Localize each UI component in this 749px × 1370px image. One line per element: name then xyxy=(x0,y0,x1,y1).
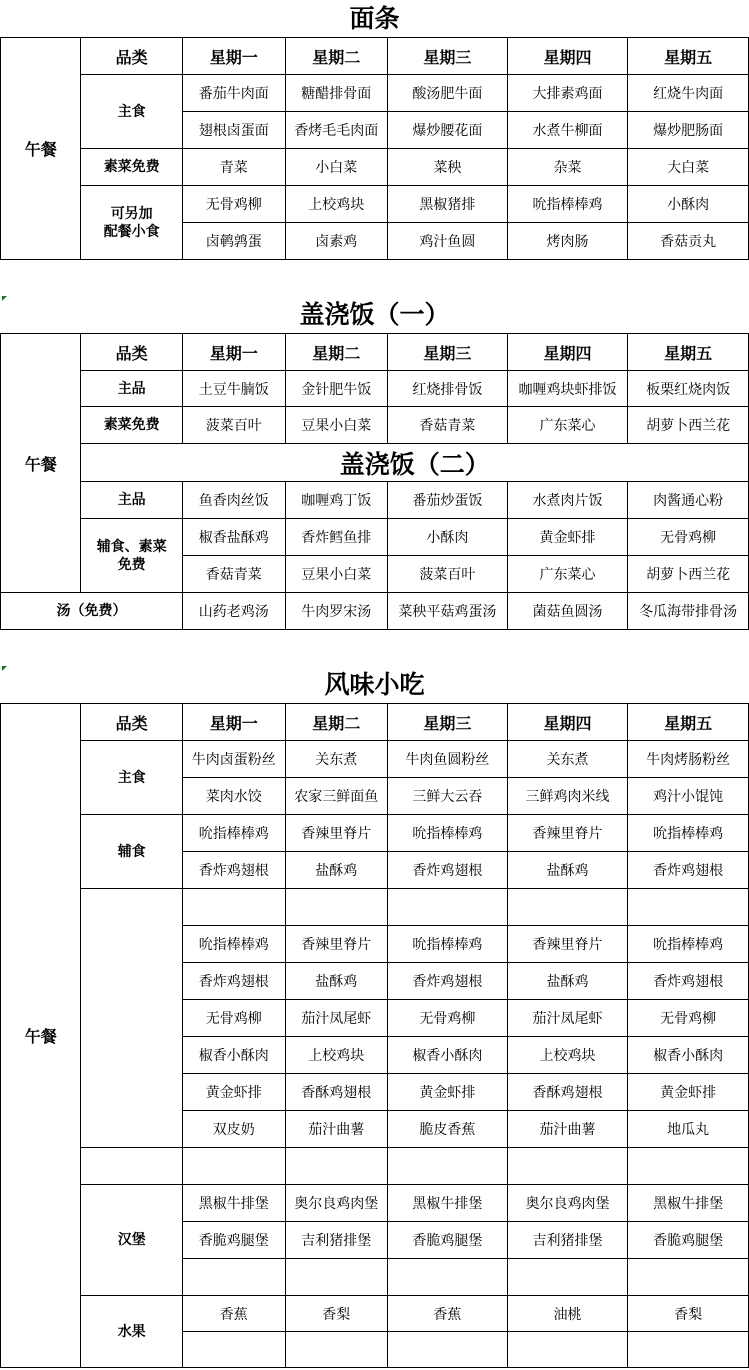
menu-item: 鱼香肉丝饭 xyxy=(182,482,285,519)
weekday-header: 星期一 xyxy=(182,704,285,741)
weekday-header: 星期五 xyxy=(628,38,749,75)
menu-item: 茄汁曲薯 xyxy=(285,1111,388,1148)
menu-item: 菜肉水饺 xyxy=(182,778,285,815)
category-label: 主食 xyxy=(81,75,183,149)
menu-item: 香蕉 xyxy=(388,1296,508,1332)
menu-item: 烤肉肠 xyxy=(507,223,628,260)
menu-item: 香辣里脊片 xyxy=(507,815,628,852)
menu-item: 豆果小白菜 xyxy=(285,407,388,444)
menu-item xyxy=(628,1148,749,1185)
menu-item: 吉利猪排堡 xyxy=(285,1222,388,1259)
meal-label: 午餐 xyxy=(1,704,81,1368)
category-label-empty xyxy=(81,889,183,1148)
menu-item xyxy=(507,1332,628,1368)
menu-item xyxy=(285,889,388,926)
menu-item: 黄金虾排 xyxy=(182,1074,285,1111)
menu-item: 吮指棒棒鸡 xyxy=(182,926,285,963)
menu-item: 吮指棒棒鸡 xyxy=(388,815,508,852)
menu-item: 黑椒牛排堡 xyxy=(388,1185,508,1222)
category-label: 可另加 配餐小食 xyxy=(81,186,183,260)
menu-item: 翅根卤蛋面 xyxy=(182,112,285,149)
menu-item: 香辣里脊片 xyxy=(285,815,388,852)
weekday-header: 星期二 xyxy=(285,38,388,75)
weekday-header: 星期五 xyxy=(628,704,749,741)
menu-item: 香炸鸡翅根 xyxy=(182,963,285,1000)
menu-item: 菌菇鱼圆汤 xyxy=(507,593,628,630)
menu-item xyxy=(388,889,508,926)
menu-item: 黄金虾排 xyxy=(388,1074,508,1111)
category-label: 汤（免费） xyxy=(1,593,183,630)
weekday-header: 星期二 xyxy=(285,334,388,371)
menu-item xyxy=(182,889,285,926)
menu-item: 黑椒猪排 xyxy=(388,186,508,223)
menu-item: 香脆鸡腿堡 xyxy=(388,1222,508,1259)
menu-item: 茄汁曲薯 xyxy=(507,1111,628,1148)
menu-item: 香梨 xyxy=(285,1296,388,1332)
weekday-header: 星期一 xyxy=(182,38,285,75)
menu-item: 椒香小酥肉 xyxy=(628,1037,749,1074)
table-row xyxy=(1,186,749,223)
table-row xyxy=(1,75,749,112)
menu-item: 大白菜 xyxy=(628,149,749,186)
menu-item: 油桃 xyxy=(507,1296,628,1332)
noodles-table xyxy=(0,37,749,260)
category-label: 汉堡 xyxy=(81,1185,183,1296)
menu-item: 山药老鸡汤 xyxy=(182,593,285,630)
table-row xyxy=(1,741,749,778)
menu-item: 盐酥鸡 xyxy=(285,963,388,1000)
weekday-header: 星期四 xyxy=(507,704,628,741)
menu-item: 关东煮 xyxy=(507,741,628,778)
category-label-empty xyxy=(81,1148,183,1185)
category-header: 品类 xyxy=(81,38,183,75)
weekday-header: 星期三 xyxy=(388,38,508,75)
menu-item xyxy=(388,1259,508,1296)
menu-item: 香酥鸡翅根 xyxy=(507,1074,628,1111)
menu-item: 番茄炒蛋饭 xyxy=(388,482,508,519)
menu-item: 香菇青菜 xyxy=(388,407,508,444)
category-label: 素菜免费 xyxy=(81,407,183,444)
menu-item: 卤鹌鹑蛋 xyxy=(182,223,285,260)
menu-item: 胡萝卜西兰花 xyxy=(628,556,749,593)
category-label: 主食 xyxy=(81,741,183,815)
menu-item: 香脆鸡腿堡 xyxy=(628,1222,749,1259)
table-row xyxy=(1,1185,749,1222)
menu-item: 菜秧 xyxy=(388,149,508,186)
category-label: 辅食、素菜 免费 xyxy=(81,519,183,593)
menu-item: 香炸鸡翅根 xyxy=(388,852,508,889)
menu-item: 板栗红烧肉饭 xyxy=(628,371,749,407)
menu-item xyxy=(507,1148,628,1185)
menu-item xyxy=(182,1332,285,1368)
table-row xyxy=(1,444,749,482)
menu-item xyxy=(507,889,628,926)
snacks-table xyxy=(0,703,749,1368)
weekday-header: 星期三 xyxy=(388,704,508,741)
menu-item: 胡萝卜西兰花 xyxy=(628,407,749,444)
menu-item: 香梨 xyxy=(628,1296,749,1332)
menu-item: 香酥鸡翅根 xyxy=(285,1074,388,1111)
menu-item: 吮指棒棒鸡 xyxy=(507,186,628,223)
menu-item: 香烤毛毛肉面 xyxy=(285,112,388,149)
menu-item: 椒香盐酥鸡 xyxy=(182,519,285,556)
menu-item: 黑椒牛排堡 xyxy=(182,1185,285,1222)
menu-item: 香菇青菜 xyxy=(182,556,285,593)
table-row xyxy=(1,519,749,556)
weekday-header: 星期五 xyxy=(628,334,749,371)
menu-item xyxy=(182,1259,285,1296)
menu-item: 爆炒腰花面 xyxy=(388,112,508,149)
menu-item: 小白菜 xyxy=(285,149,388,186)
menu-item: 地瓜丸 xyxy=(628,1111,749,1148)
weekday-header: 星期二 xyxy=(285,704,388,741)
menu-item: 香辣里脊片 xyxy=(507,926,628,963)
menu-item: 豆果小白菜 xyxy=(285,556,388,593)
rice-table xyxy=(0,333,749,630)
snacks-title: 风味小吃 xyxy=(324,670,425,699)
rice-title-1: 盖浇饭（一） xyxy=(299,300,450,329)
category-label: 主品 xyxy=(81,482,183,519)
menu-item: 香炸鸡翅根 xyxy=(628,852,749,889)
menu-item xyxy=(285,1259,388,1296)
menu-item: 香脆鸡腿堡 xyxy=(182,1222,285,1259)
menu-item: 牛肉罗宋汤 xyxy=(285,593,388,630)
table-row xyxy=(1,371,749,407)
menu-item: 香炸鸡翅根 xyxy=(182,852,285,889)
meal-label: 午餐 xyxy=(1,38,81,260)
weekday-header: 星期三 xyxy=(388,334,508,371)
menu-item xyxy=(388,1148,508,1185)
menu-item: 无骨鸡柳 xyxy=(628,519,749,556)
category-label: 水果 xyxy=(81,1296,183,1368)
menu-item: 香菇贡丸 xyxy=(628,223,749,260)
menu-item xyxy=(285,1332,388,1368)
menu-item xyxy=(507,1259,628,1296)
menu-item: 杂菜 xyxy=(507,149,628,186)
category-label: 主品 xyxy=(81,371,183,407)
menu-item xyxy=(628,1259,749,1296)
menu-item: 牛肉卤蛋粉丝 xyxy=(182,741,285,778)
category-header: 品类 xyxy=(81,704,183,741)
table-row xyxy=(1,149,749,186)
menu-item: 香蕉 xyxy=(182,1296,285,1332)
menu-item: 上校鸡块 xyxy=(285,186,388,223)
menu-item: 无骨鸡柳 xyxy=(182,186,285,223)
menu-item: 土豆牛腩饭 xyxy=(182,371,285,407)
menu-item xyxy=(285,1148,388,1185)
menu-item: 奥尔良鸡肉堡 xyxy=(285,1185,388,1222)
rice-title-2: 盖浇饭（二） xyxy=(81,444,749,482)
menu-item: 椒香小酥肉 xyxy=(182,1037,285,1074)
menu-item: 酸汤肥牛面 xyxy=(388,75,508,112)
menu-item: 牛肉鱼圆粉丝 xyxy=(388,741,508,778)
menu-item: 香炸鳕鱼排 xyxy=(285,519,388,556)
menu-item: 三鲜大云吞 xyxy=(388,778,508,815)
menu-item: 茄汁凤尾虾 xyxy=(507,1000,628,1037)
menu-item: 红烧排骨饭 xyxy=(388,371,508,407)
menu-item xyxy=(182,1148,285,1185)
menu-item: 脆皮香蕉 xyxy=(388,1111,508,1148)
menu-item: 吮指棒棒鸡 xyxy=(628,926,749,963)
table-row xyxy=(1,1296,749,1332)
menu-item: 奥尔良鸡肉堡 xyxy=(507,1185,628,1222)
menu-item: 大排素鸡面 xyxy=(507,75,628,112)
menu-item: 咖喱鸡块虾排饭 xyxy=(507,371,628,407)
menu-item: 上校鸡块 xyxy=(507,1037,628,1074)
menu-item: 卤素鸡 xyxy=(285,223,388,260)
menu-item: 番茄牛肉面 xyxy=(182,75,285,112)
menu-item xyxy=(628,889,749,926)
menu-item: 香炸鸡翅根 xyxy=(628,963,749,1000)
menu-item xyxy=(388,1332,508,1368)
menu-item: 红烧牛肉面 xyxy=(628,75,749,112)
menu-item: 水煮牛柳面 xyxy=(507,112,628,149)
menu-item: 香辣里脊片 xyxy=(285,926,388,963)
menu-item: 广东菜心 xyxy=(507,556,628,593)
menu-item: 黄金虾排 xyxy=(507,519,628,556)
menu-item: 冬瓜海带排骨汤 xyxy=(628,593,749,630)
menu-item: 吉利猪排堡 xyxy=(507,1222,628,1259)
menu-item: 上校鸡块 xyxy=(285,1037,388,1074)
menu-item: 牛肉烤肠粉丝 xyxy=(628,741,749,778)
menu-item: 农家三鲜面鱼 xyxy=(285,778,388,815)
menu-item: 黑椒牛排堡 xyxy=(628,1185,749,1222)
menu-item: 盐酥鸡 xyxy=(285,852,388,889)
category-header: 品类 xyxy=(81,334,183,371)
weekday-header: 星期四 xyxy=(507,334,628,371)
weekday-header: 星期一 xyxy=(182,334,285,371)
menu-item: 菠菜百叶 xyxy=(388,556,508,593)
menu-item: 菠菜百叶 xyxy=(182,407,285,444)
menu-item: 吮指棒棒鸡 xyxy=(628,815,749,852)
menu-item: 吮指棒棒鸡 xyxy=(182,815,285,852)
menu-item: 糖醋排骨面 xyxy=(285,75,388,112)
table-row xyxy=(1,38,749,75)
meal-label: 午餐 xyxy=(1,334,81,593)
table-row xyxy=(1,593,749,630)
menu-item: 青菜 xyxy=(182,149,285,186)
menu-item: 小酥肉 xyxy=(388,519,508,556)
menu-item: 小酥肉 xyxy=(628,186,749,223)
table-row xyxy=(1,334,749,371)
menu-item: 爆炒肥肠面 xyxy=(628,112,749,149)
menu-item: 盐酥鸡 xyxy=(507,852,628,889)
menu-item: 水煮肉片饭 xyxy=(507,482,628,519)
menu-item: 肉酱通心粉 xyxy=(628,482,749,519)
menu-item: 鸡汁鱼圆 xyxy=(388,223,508,260)
menu-item: 三鲜鸡肉米线 xyxy=(507,778,628,815)
category-label: 辅食 xyxy=(81,815,183,889)
menu-item: 吮指棒棒鸡 xyxy=(388,926,508,963)
menu-item: 盐酥鸡 xyxy=(507,963,628,1000)
menu-item: 鸡汁小馄饨 xyxy=(628,778,749,815)
category-label: 素菜免费 xyxy=(81,149,183,186)
weekday-header: 星期四 xyxy=(507,38,628,75)
menu-item: 无骨鸡柳 xyxy=(388,1000,508,1037)
menu-item: 香炸鸡翅根 xyxy=(388,963,508,1000)
menu-item: 双皮奶 xyxy=(182,1111,285,1148)
table-row xyxy=(1,889,749,926)
table-row xyxy=(1,704,749,741)
menu-item: 黄金虾排 xyxy=(628,1074,749,1111)
menu-item: 广东菜心 xyxy=(507,407,628,444)
menu-item: 金针肥牛饭 xyxy=(285,371,388,407)
menu-item xyxy=(628,1332,749,1368)
menu-item: 菜秧平菇鸡蛋汤 xyxy=(388,593,508,630)
menu-item: 无骨鸡柳 xyxy=(182,1000,285,1037)
menu-item: 茄汁凤尾虾 xyxy=(285,1000,388,1037)
table-row xyxy=(1,815,749,852)
table-row xyxy=(1,407,749,444)
table-row xyxy=(1,1148,749,1185)
menu-item: 无骨鸡柳 xyxy=(628,1000,749,1037)
menu-item: 椒香小酥肉 xyxy=(388,1037,508,1074)
noodles-title: 面条 xyxy=(349,4,400,33)
menu-item: 关东煮 xyxy=(285,741,388,778)
table-row xyxy=(1,482,749,519)
menu-item: 咖喱鸡丁饭 xyxy=(285,482,388,519)
